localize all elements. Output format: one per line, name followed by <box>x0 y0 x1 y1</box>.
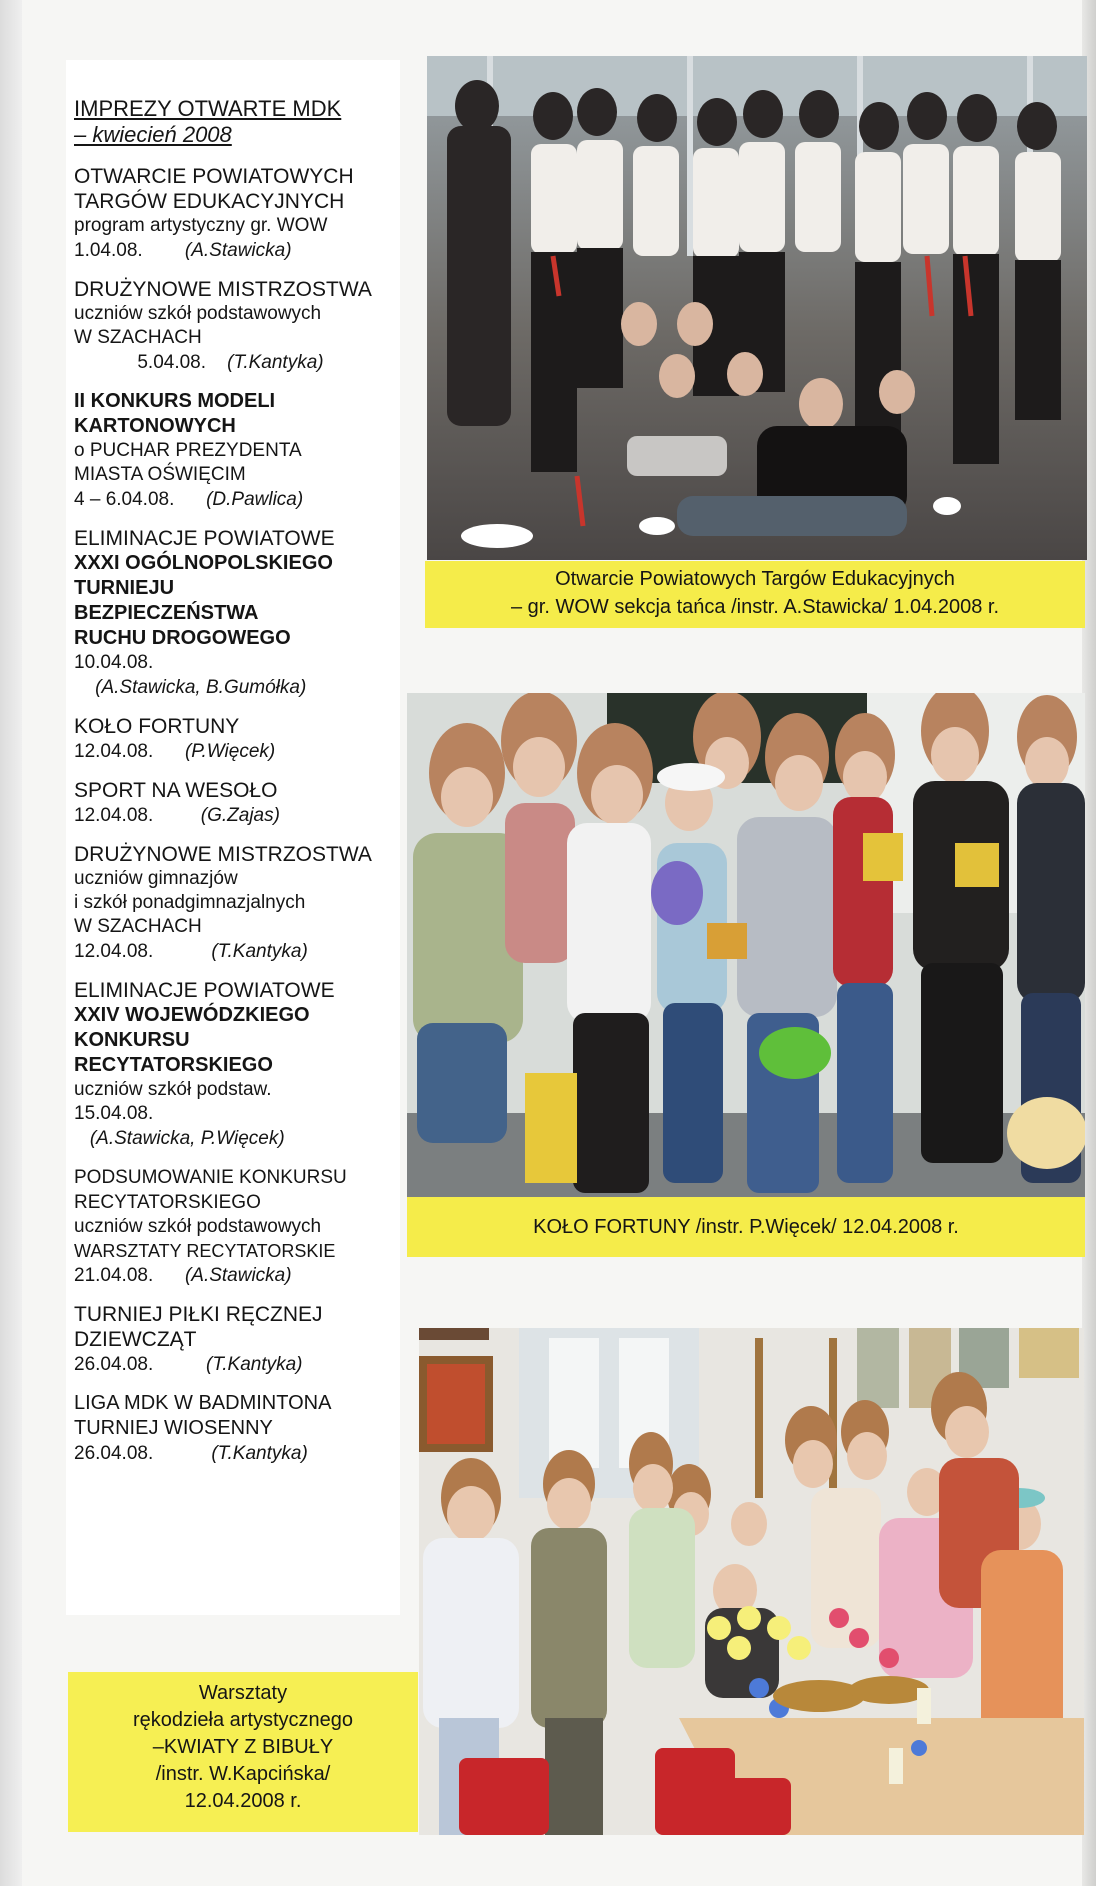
event-1 <box>74 164 400 263</box>
event-date: 26.04.08. <box>74 1354 154 1375</box>
event-title: OTWARCIE POWIATOWYCH <box>74 165 354 188</box>
event-person: (T.Kantyka) <box>227 352 324 373</box>
event-title-bold: TURNIEJU <box>74 577 175 599</box>
event-title: DRUŻYNOWE MISTRZOSTWA <box>74 843 372 866</box>
photo-dance-group <box>427 56 1087 560</box>
event-subtitle: i szkół ponadgimnazjalnych <box>74 892 306 913</box>
event-title-bold: RUCHU DROGOWEGO <box>74 627 291 649</box>
events-column <box>66 60 400 1615</box>
event-date-line <box>74 803 400 828</box>
event-date-line <box>74 675 400 700</box>
event-9 <box>74 1165 400 1288</box>
event-date: 26.04.08. <box>74 1443 154 1464</box>
event-4 <box>74 526 400 700</box>
event-title: ELIMINACJE POWIATOWE <box>74 527 335 550</box>
event-title-bold: XXIV WOJEWÓDZKIEGO <box>74 1004 310 1026</box>
note-line-4: /instr. W.Kapcińska/ <box>155 1763 331 1785</box>
event-6 <box>74 778 400 828</box>
event-date: 4 – 6.04.08. <box>74 489 175 510</box>
event-title: RECYTATORSKIEGO <box>74 1192 261 1213</box>
event-title: SPORT NA WESOŁO <box>74 779 278 802</box>
event-date: 1.04.08. <box>74 240 143 261</box>
event-subtitle: uczniów szkół podstaw. <box>74 1079 272 1100</box>
event-title: TARGÓW EDUKACYJNYCH <box>74 190 345 213</box>
event-date: 12.04.08. <box>74 805 154 826</box>
photo-kolo-fortuny <box>407 693 1085 1197</box>
event-title: TURNIEJ WIOSENNY <box>74 1417 273 1439</box>
event-date-line <box>74 350 400 375</box>
event-date: 12.04.08. <box>74 941 154 962</box>
event-title: TURNIEJ PIŁKI RĘCZNEJ <box>74 1303 323 1326</box>
event-2 <box>74 277 400 375</box>
event-10 <box>74 1302 400 1377</box>
event-person: (D.Pawlica) <box>206 489 304 510</box>
event-date: 5.04.08. <box>137 352 207 373</box>
event-title-bold: BEZPIECZEŃSTWA <box>74 602 259 624</box>
workshop-note <box>68 1672 418 1832</box>
event-title-bold: II KONKURS MODELI <box>74 390 276 412</box>
photo2-caption <box>407 1197 1085 1257</box>
event-person: (T.Kantyka) <box>206 1354 303 1375</box>
event-title-bold: KARTONOWYCH <box>74 415 236 437</box>
event-date: 10.04.08. <box>74 652 154 673</box>
event-date-line <box>74 939 400 964</box>
heading-line-2: – kwiecień 2008 <box>74 122 232 147</box>
event-title: DRUŻYNOWE MISTRZOSTWA <box>74 278 372 301</box>
event-8 <box>74 978 400 1151</box>
event-5 <box>74 714 400 764</box>
event-7 <box>74 842 400 964</box>
event-title: PODSUMOWANIE KONKURSU <box>74 1167 347 1188</box>
heading-line-1: IMPREZY OTWARTE MDK <box>74 96 342 121</box>
event-subtitle: WARSZTATY RECYTATORSKIE <box>74 1241 336 1261</box>
scan-edge <box>0 0 22 1886</box>
event-title: DZIEWCZĄT <box>74 1328 197 1351</box>
note-line-5: 12.04.2008 r. <box>184 1790 302 1812</box>
event-date: 12.04.08. <box>74 741 154 762</box>
event-11 <box>74 1391 400 1466</box>
note-line-3: –KWIATY Z BIBUŁY <box>152 1736 334 1758</box>
event-title: ELIMINACJE POWIATOWE <box>74 979 335 1002</box>
event-person: (A.Stawicka) <box>184 240 292 261</box>
photo1-caption <box>425 561 1085 628</box>
event-date: 15.04.08. <box>74 1103 154 1124</box>
event-date-line <box>74 238 400 263</box>
event-person: (A.Stawicka) <box>184 1265 292 1286</box>
event-title: LIGA MDK W BADMINTONA <box>74 1392 332 1414</box>
event-subtitle: uczniów szkół podstawowych <box>74 1216 322 1237</box>
photo-workshop <box>419 1328 1084 1835</box>
event-title-bold: KONKURSU <box>74 1029 190 1051</box>
event-person: (G.Zajas) <box>200 805 280 826</box>
event-person: (T.Kantyka) <box>211 1443 308 1464</box>
event-title: KOŁO FORTUNY <box>74 715 240 738</box>
event-subtitle: MIASTA OŚWIĘCIM <box>74 464 246 485</box>
event-person: (P.Więcek) <box>184 741 276 762</box>
note-line-2: rękodzieła artystycznego <box>132 1709 354 1731</box>
event-date-line <box>74 1441 400 1466</box>
event-date-line <box>74 487 400 512</box>
event-subtitle: W SZACHACH <box>74 916 202 937</box>
event-subtitle: W SZACHACH <box>74 327 202 348</box>
event-subtitle: o PUCHAR PREZYDENTA <box>74 440 302 461</box>
event-date-line <box>74 739 400 764</box>
event-date: 21.04.08. <box>74 1265 154 1286</box>
photo1-caption-line-2: – gr. WOW sekcja tańca /instr. A.Stawicka/ 1.04.2008 r. <box>511 596 999 618</box>
photo1-caption-line-1: Otwarcie Powiatowych Targów Edukacyjnych <box>555 568 955 590</box>
note-line-1: Warsztaty <box>198 1682 288 1704</box>
event-date-line <box>74 1352 400 1377</box>
event-subtitle: uczniów gimnazjów <box>74 868 238 889</box>
event-subtitle: uczniów szkół podstawowych <box>74 303 322 324</box>
event-person: (A.Stawicka, B.Gumółka) <box>95 677 307 698</box>
event-person: (T.Kantyka) <box>211 941 308 962</box>
event-date-line <box>74 1126 400 1151</box>
event-title-bold: RECYTATORSKIEGO <box>74 1054 273 1076</box>
event-title-bold: XXXI OGÓLNOPOLSKIEGO <box>74 552 333 574</box>
events-heading <box>74 96 400 148</box>
event-3 <box>74 389 400 512</box>
event-person: (A.Stawicka, P.Więcek) <box>89 1128 285 1149</box>
event-date-line <box>74 1263 400 1288</box>
event-subtitle: program artystyczny gr. WOW <box>74 215 328 236</box>
photo2-caption-text: KOŁO FORTUNY /instr. P.Więcek/ 12.04.2008 r. <box>533 1216 959 1238</box>
